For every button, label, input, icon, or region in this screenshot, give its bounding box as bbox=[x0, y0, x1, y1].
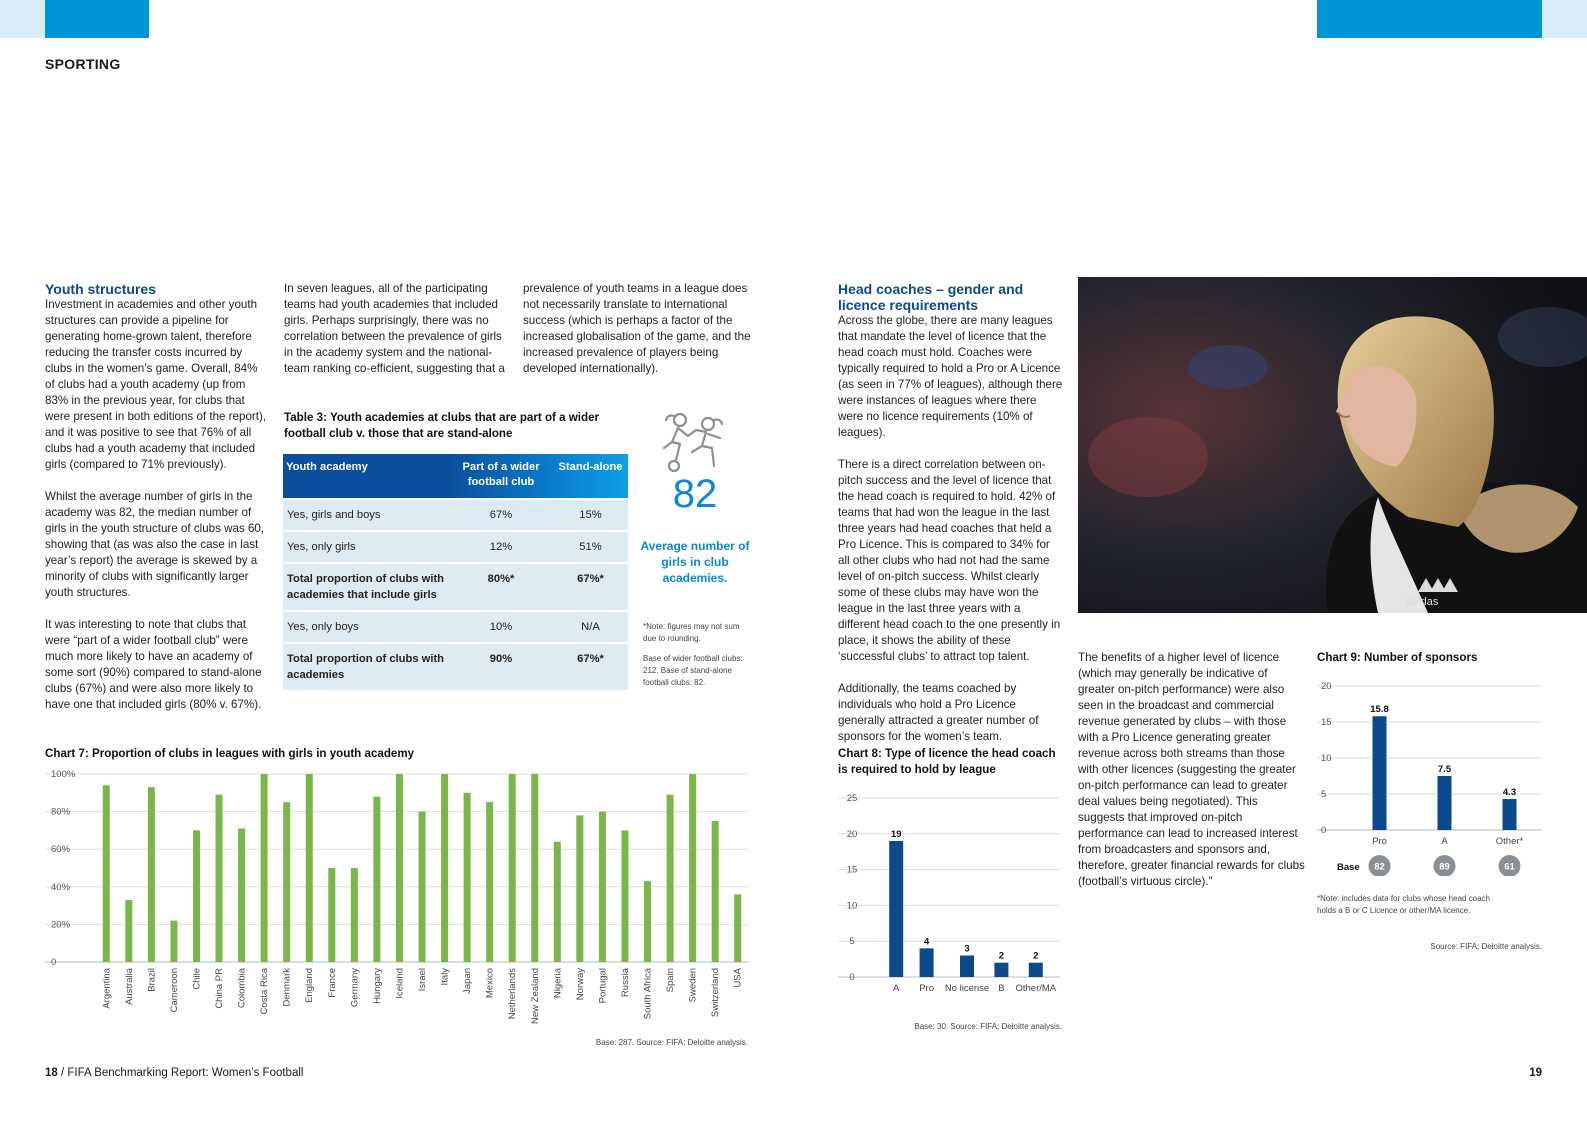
page-number-right: 19 bbox=[1529, 1067, 1542, 1079]
bar bbox=[103, 785, 110, 962]
y-tick-label: 15 bbox=[1321, 717, 1332, 728]
x-tick-label: Russia bbox=[619, 968, 631, 998]
bar bbox=[621, 830, 628, 962]
x-tick-label: Cameroon bbox=[168, 968, 180, 1013]
table-cell: Yes, girls and boys bbox=[283, 499, 449, 531]
x-tick-label: Denmark bbox=[281, 968, 293, 1007]
table-cell: 80%* bbox=[449, 563, 553, 611]
chart8-svg bbox=[838, 784, 1063, 994]
chart8-title: Chart 8: Type of licence the head coach is required to hold by league bbox=[838, 747, 1056, 776]
coaches-column-2: The benefits of a higher level of licence (which may generally be indicative of greater on-pitch performance) were also seen in the broadcast and commercial revenue generated by clubs – with those with a Pro Licence generating greater revenue across both streams than those with other licences (suggesting the greater on-pitch performance can lead to greater deal values being negotiated). This suggests that improved on-pitch performance can lead to increased interest from broadcasters and sponsors and, therefore, greater financial rewards for clubs (football’s virtuous circle).” bbox=[1078, 651, 1305, 888]
x-tick-label: Mexico bbox=[484, 968, 496, 999]
table-cell: 67% bbox=[449, 499, 553, 531]
table-cell: 90% bbox=[449, 643, 553, 690]
bar bbox=[306, 774, 313, 962]
data-label: 3 bbox=[964, 943, 970, 955]
table-cell: Total proportion of clubs with academies bbox=[283, 643, 449, 690]
youth-column-1 bbox=[45, 281, 267, 729]
x-tick-label: Colombia bbox=[236, 968, 248, 1009]
coaches-paragraph: Across the globe, there are many leagues that mandate the level of licence that the head coach must hold. Coaches were typically required to hold a Pro or A Licence (as seen in 77% of leagues), although there were instances of leagues where there were no licence requirements (10% of leagues). bbox=[838, 314, 1063, 439]
table-header: Part of a wider football club bbox=[462, 461, 540, 488]
table-header: Stand-alone bbox=[558, 461, 623, 473]
table-cell: 10% bbox=[449, 611, 553, 643]
data-label: 4.3 bbox=[1502, 787, 1517, 799]
youth-paragraph: Whilst the average number of girls in the academy was 82, the median number of girls in the youth structure of clubs was 60, showing that (as was also the case in last year’s report) the average is skewed by a minority of clubs with significantly larger youth structures. bbox=[45, 490, 265, 599]
chart7-svg bbox=[45, 770, 755, 1025]
table-header: Youth academy bbox=[286, 461, 368, 473]
bar bbox=[328, 868, 335, 962]
coaches-column-1 bbox=[838, 281, 1064, 761]
data-label: 2 bbox=[1033, 950, 1039, 962]
x-tick-label: A bbox=[1441, 836, 1448, 847]
x-tick-label: Switzerland bbox=[710, 968, 722, 1018]
x-tick-label: Argentina bbox=[101, 968, 113, 1009]
photo-brand-text: adidas bbox=[1406, 596, 1439, 608]
coaches-paragraph: Additionally, the teams coached by individuals who hold a Pro Licence generally attracted a greater number of sponsors for the women’s team. bbox=[838, 682, 1039, 743]
bar bbox=[920, 948, 934, 977]
bar bbox=[689, 774, 696, 962]
coach-photo-illustration bbox=[1078, 277, 1587, 613]
x-tick-label: Pro bbox=[1372, 836, 1387, 847]
youth-heading: Youth structures bbox=[45, 281, 156, 297]
bar bbox=[216, 795, 223, 962]
table-row bbox=[283, 643, 628, 690]
bar bbox=[960, 956, 974, 977]
table-row bbox=[283, 499, 628, 531]
top-accent-bar-right bbox=[1317, 0, 1542, 38]
table-cell: 12% bbox=[449, 531, 553, 563]
bar bbox=[441, 774, 448, 962]
chart7-title: Chart 7: Proportion of clubs in leagues with girls in youth academy bbox=[45, 747, 415, 760]
y-tick-label: 20 bbox=[846, 828, 858, 840]
chart9-title: Chart 9: Number of sponsors bbox=[1317, 651, 1478, 664]
bar bbox=[1503, 799, 1517, 830]
stat-label: Average number of girls in club academies. bbox=[640, 539, 750, 585]
youth-academy-table bbox=[283, 454, 628, 690]
y-tick-label: 5 bbox=[1321, 789, 1327, 800]
footer-left bbox=[45, 1067, 303, 1079]
section-label: SPORTING bbox=[45, 56, 121, 72]
y-tick-label: 0 bbox=[51, 957, 57, 968]
coach-photo bbox=[1078, 277, 1587, 613]
x-tick-label: Israel bbox=[417, 968, 428, 992]
coaches-paragraph: There is a direct correlation between on-pitch success and the level of licence that the head coach is required to hold. 42% of teams that had won the league in the last three years had head coaches that held a Pro Licence. This is compared to 34% for all other clubs who had not had the same level of on-pitch success. Whilst clearly some of these clubs may have won the league in the last three years with a different head coach to the one presently in place, it shows the ability of these ‘successful clubs’ to attract top talent. bbox=[838, 458, 1061, 663]
stat-value: 82 bbox=[672, 472, 718, 516]
bar bbox=[148, 787, 155, 962]
footer-report-title: / FIFA Benchmarking Report: Women’s Football bbox=[57, 1067, 304, 1079]
table-cell: Total proportion of clubs with academies that include girls bbox=[283, 563, 449, 611]
x-tick-label: Other* bbox=[1495, 836, 1524, 847]
y-tick-label: 10 bbox=[846, 900, 858, 912]
bar bbox=[712, 821, 719, 962]
x-tick-label: Netherlands bbox=[507, 968, 519, 1020]
bar bbox=[261, 774, 268, 962]
x-tick-label: England bbox=[304, 968, 316, 1003]
x-tick-label: Chile bbox=[191, 968, 203, 990]
chart9-source: Source: FIFA; Deloitte analysis. bbox=[1430, 942, 1542, 951]
data-label: 4 bbox=[923, 936, 930, 948]
x-tick-label: Spain bbox=[665, 968, 677, 993]
x-tick-label: Nigeria bbox=[552, 968, 564, 999]
youth-paragraph: It was interesting to note that clubs that were “part of a wider football club” were much more likely to have an academy of some sort (90%) compared to stand-alone clubs (67%) and were also more likely to have one that included girls (80% v. 67%). bbox=[45, 618, 262, 711]
table-row bbox=[283, 563, 628, 611]
data-label: 15.8 bbox=[1370, 704, 1389, 716]
bar bbox=[464, 793, 471, 962]
y-tick-label: 5 bbox=[849, 936, 855, 948]
y-tick-label: 80% bbox=[51, 806, 71, 818]
bar bbox=[351, 868, 358, 962]
y-tick-label: 25 bbox=[846, 793, 858, 804]
x-tick-label: Japan bbox=[462, 968, 474, 994]
x-tick-label: A bbox=[893, 983, 900, 994]
table-title: Table 3: Youth academies at clubs that are part of a wider football club v. those that are stand-alone bbox=[284, 411, 600, 440]
data-label: 7.5 bbox=[1437, 764, 1452, 775]
table-cell: 15% bbox=[553, 499, 628, 531]
y-tick-label: 60% bbox=[51, 844, 71, 856]
bar bbox=[125, 900, 132, 962]
x-tick-label: Brazil bbox=[146, 968, 158, 992]
data-label: 19 bbox=[890, 828, 902, 840]
table-cell: 51% bbox=[553, 531, 628, 563]
x-tick-label: Hungary bbox=[371, 968, 383, 1004]
chart8-source: Base: 30. Source: FIFA; Deloitte analysis. bbox=[914, 1022, 1062, 1031]
x-tick-label: China PR bbox=[214, 968, 226, 1009]
bar bbox=[419, 812, 426, 962]
bar bbox=[576, 815, 583, 962]
bar bbox=[238, 829, 245, 962]
page-number-left: 18 bbox=[45, 1067, 58, 1079]
data-label: 2 bbox=[998, 950, 1005, 962]
youth-column-2: In seven leagues, all of the participating teams had youth academies that included girls. Perhaps surprisingly, there was no correlation between the prevalence of girls in the academy system and the national-team ranking co-efficient, suggesting that a bbox=[284, 282, 505, 375]
y-tick-label: 20 bbox=[1321, 681, 1332, 692]
table-cell: Yes, only boys bbox=[283, 611, 449, 643]
top-accent-bar-left bbox=[45, 0, 149, 38]
table-cell: Yes, only girls bbox=[283, 531, 449, 563]
chart9-svg bbox=[1317, 676, 1545, 876]
x-tick-label: New Zealand bbox=[529, 968, 541, 1024]
table-cell: 67%* bbox=[553, 563, 628, 611]
x-tick-label: France bbox=[326, 968, 338, 998]
x-tick-label: Costa Rica bbox=[259, 968, 271, 1015]
y-tick-label: 15 bbox=[846, 864, 858, 876]
bar bbox=[994, 963, 1008, 977]
y-tick-label: 0 bbox=[1321, 825, 1327, 836]
x-tick-label: Other/MA bbox=[1015, 983, 1057, 994]
table-row bbox=[283, 531, 628, 563]
bar bbox=[1438, 776, 1452, 830]
bar bbox=[509, 774, 516, 962]
youth-paragraph: Investment in academies and other youth structures can provide a pipeline for generating home-grown talent, therefore reducing the transfer costs incurred by clubs in the women’s game. Overall, 84% of clubs had a youth academy (up from 83% in the previous year, for clubs that were present in both editions of the report), and it was positive to see that 76% of all clubs had a youth academy that included girls (compared to 71% previously). bbox=[45, 298, 267, 471]
bar bbox=[554, 842, 561, 962]
top-accent-strip-right bbox=[1542, 0, 1587, 38]
table-note: *Note: figures may not sum due to rounding. bbox=[643, 622, 740, 643]
bar bbox=[667, 795, 674, 962]
bar bbox=[531, 774, 538, 962]
y-tick-label: 100% bbox=[51, 770, 76, 780]
y-tick-label: 10 bbox=[1321, 753, 1332, 764]
bar bbox=[170, 921, 177, 962]
bar bbox=[1373, 716, 1387, 830]
x-tick-label: Italy bbox=[439, 968, 451, 986]
x-tick-label: South Africa bbox=[642, 968, 654, 1020]
youth-column-3: prevalence of youth teams in a league does not necessarily translate to international success (which is perhaps a factor of the increased globalisation of the game, and the increased prevalence of players being developed internationally). bbox=[523, 282, 751, 375]
x-tick-label: Sweden bbox=[687, 968, 699, 1003]
x-tick-label: Iceland bbox=[394, 968, 406, 999]
bar bbox=[644, 881, 651, 962]
girls-football-icon bbox=[660, 410, 732, 478]
x-tick-label: Australia bbox=[123, 968, 135, 1005]
table-cell: 67%* bbox=[553, 643, 628, 690]
base-value: 82 bbox=[1374, 861, 1385, 873]
chart9-note: *Note: includes data for clubs whose head coach holds a B or C Licence or other/MA licence. bbox=[1317, 894, 1490, 915]
bar bbox=[889, 841, 903, 977]
bar bbox=[734, 894, 741, 962]
y-tick-label: 40% bbox=[51, 881, 71, 893]
x-tick-label: No license bbox=[944, 983, 990, 994]
x-tick-label: B bbox=[998, 983, 1005, 994]
base-value: 89 bbox=[1439, 861, 1450, 873]
x-tick-label: USA bbox=[732, 968, 744, 988]
table-row bbox=[283, 611, 628, 643]
x-tick-label: Norway bbox=[574, 968, 586, 1001]
table-base-note: Base of wider football clubs: 212. Base of stand-alone football clubs: 82. bbox=[643, 654, 743, 687]
chart7-source: Base: 287. Source: FIFA; Deloitte analysis. bbox=[595, 1038, 748, 1047]
base-label: Base bbox=[1337, 862, 1360, 873]
top-accent-strip-left bbox=[0, 0, 45, 38]
bar bbox=[396, 774, 403, 962]
coaches-heading: Head coaches – gender and licence requirements bbox=[838, 281, 1024, 313]
bar bbox=[486, 802, 493, 962]
bar bbox=[599, 812, 606, 962]
x-tick-label: Pro bbox=[919, 983, 934, 994]
bar bbox=[283, 802, 290, 962]
bar bbox=[1029, 963, 1043, 977]
y-tick-label: 0 bbox=[849, 972, 855, 983]
bar bbox=[373, 797, 380, 962]
table-cell: N/A bbox=[553, 611, 628, 643]
y-tick-label: 20% bbox=[51, 919, 71, 931]
x-tick-label: Portugal bbox=[597, 968, 609, 1004]
x-tick-label: Germany bbox=[349, 968, 361, 1008]
base-value: 61 bbox=[1504, 861, 1515, 873]
bar bbox=[193, 830, 200, 962]
